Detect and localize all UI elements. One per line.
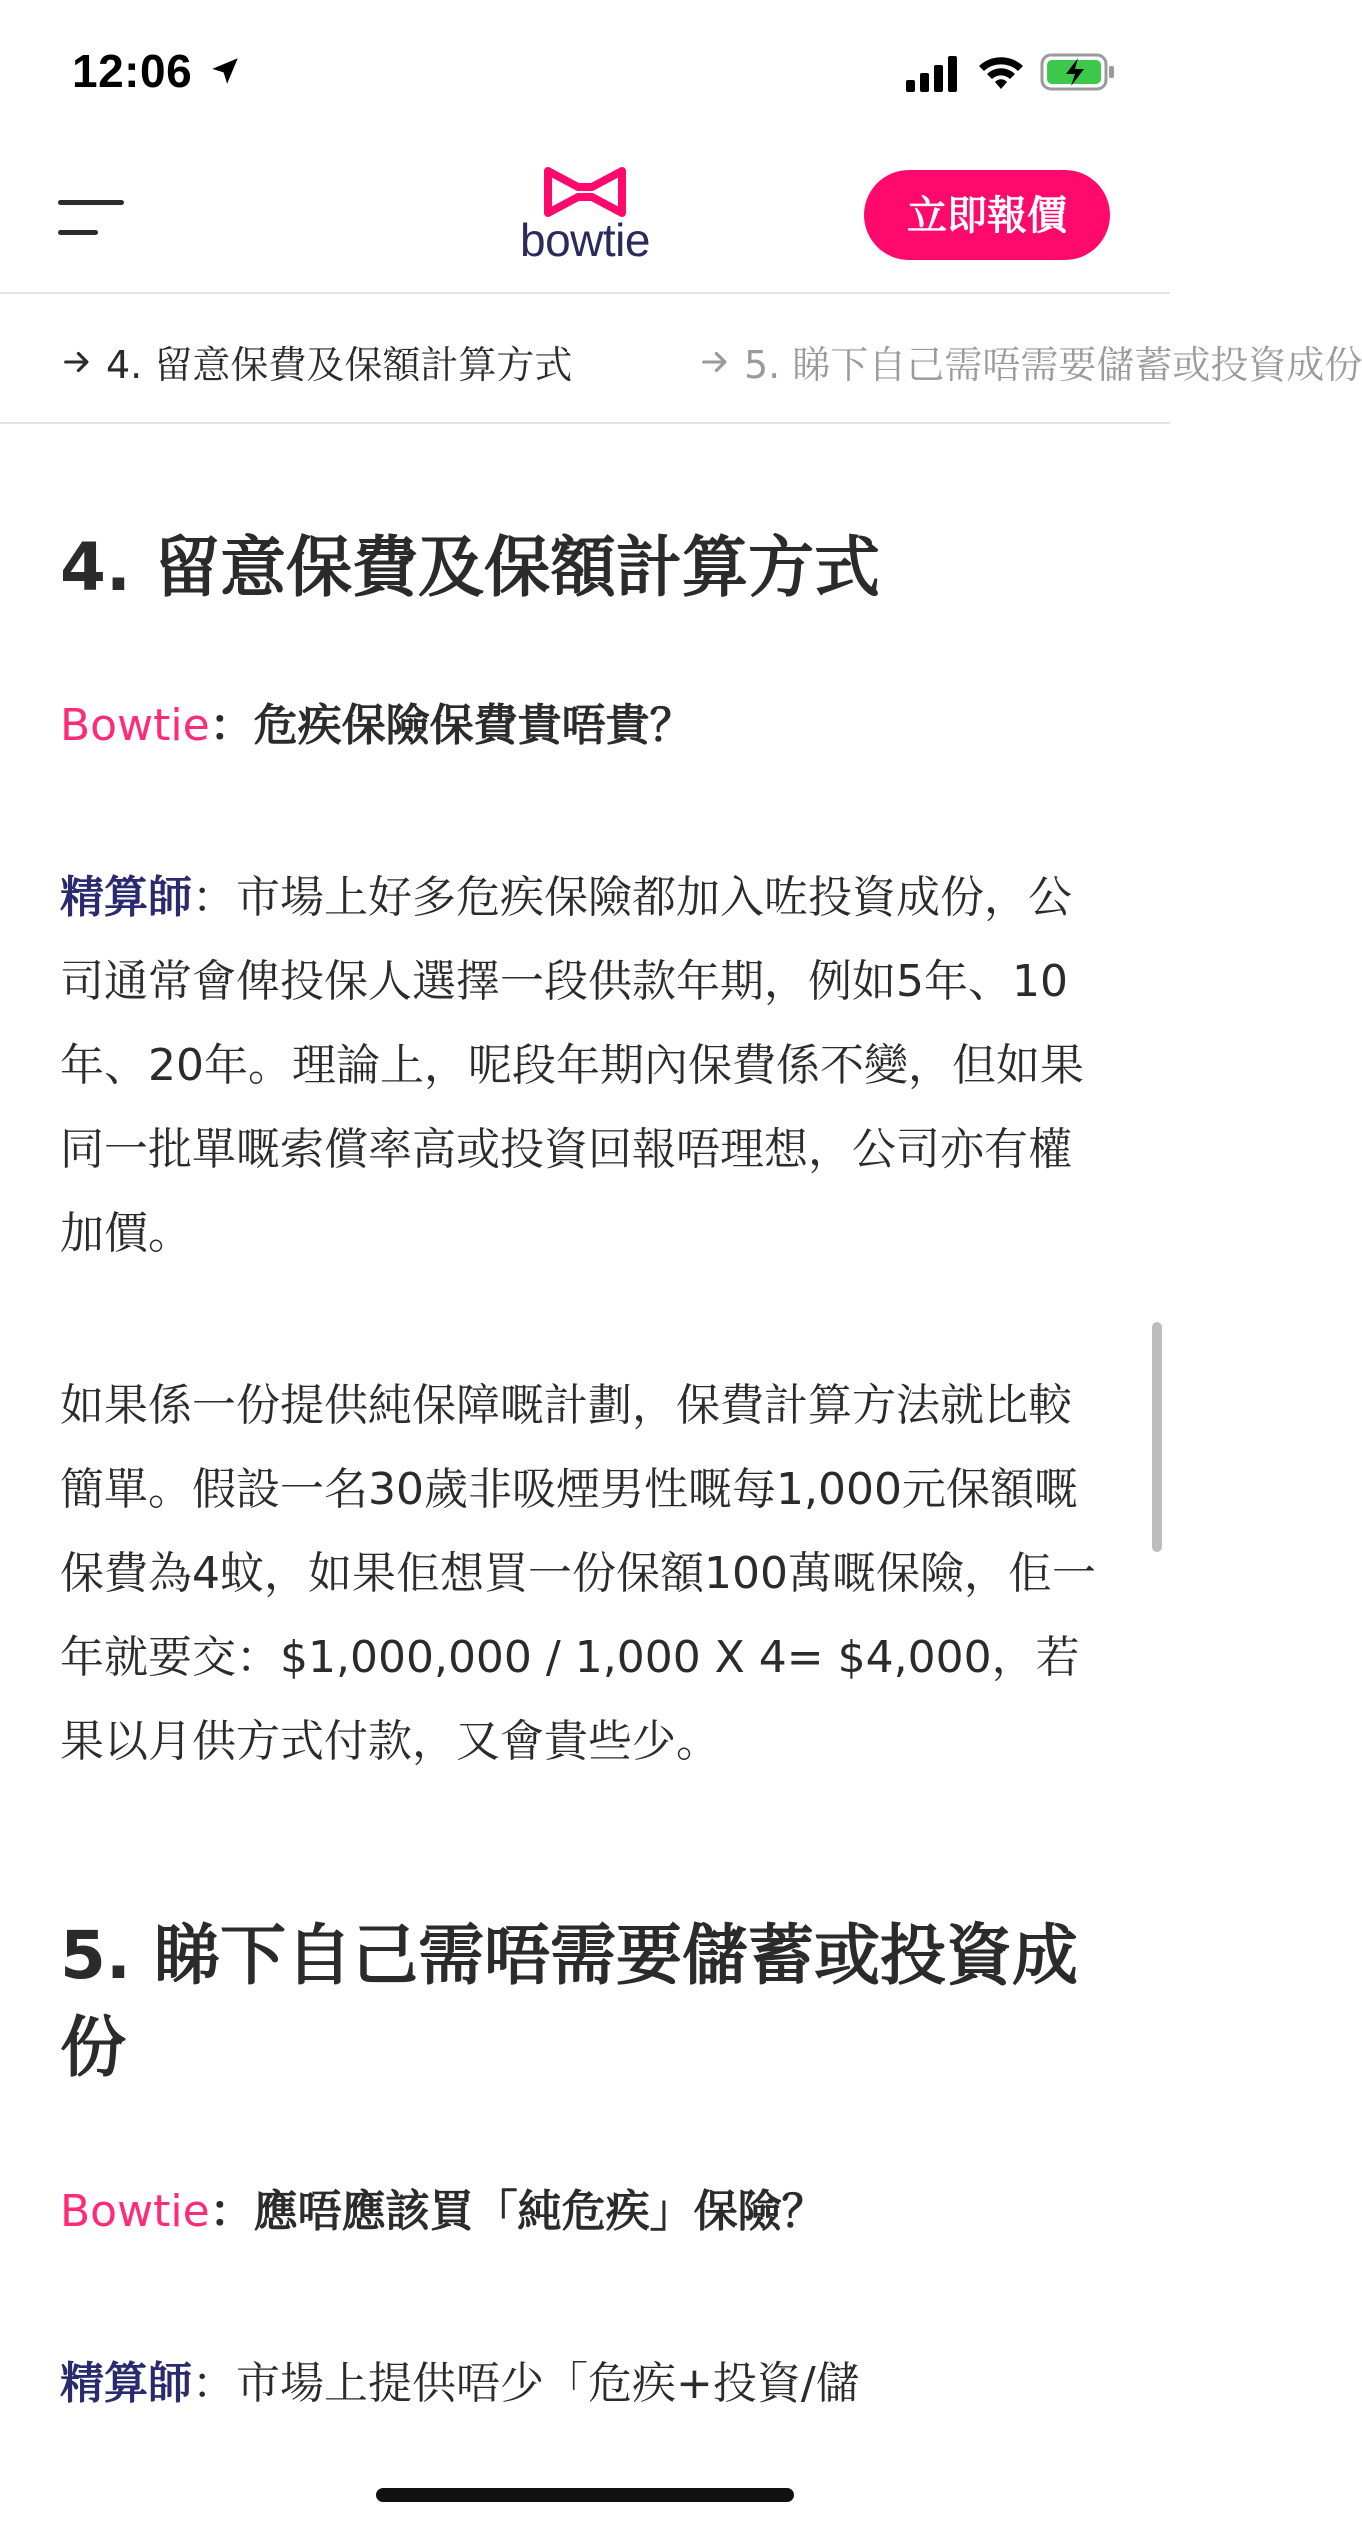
section-4-question <box>60 684 1110 768</box>
bowtie-logo-icon <box>540 165 630 219</box>
logo-text: bowtie <box>520 214 650 266</box>
cellular-signal-icon <box>906 56 960 92</box>
wifi-icon <box>976 52 1026 92</box>
question-text: ：應唔應該買「純危疾」保險？ <box>209 2186 826 2237</box>
section-5-heading: 5. 睇下自己需唔需要儲蓄或投資成份 <box>60 1917 1078 2086</box>
bowtie-logo[interactable] <box>510 165 660 285</box>
speaker-bowtie: Bowtie <box>60 2186 210 2237</box>
section-nav-label: 4. 留意保費及保額計算方式 <box>106 343 573 387</box>
scrollbar[interactable] <box>1152 1322 1162 1552</box>
section-nav-label: 5. 睇下自己需唔需要儲蓄或投資成份 <box>744 343 1362 387</box>
section-4-heading: 4. 留意保費及保額計算方式 <box>60 529 880 606</box>
section-4-paragraph-2: 如果係一份提供純保障嘅計劃，保費計算方法就比較簡單。假設一名30歲非吸煙男性嘅每1,000元保額嘅保費為4蚊，如果佢想買一份保額100萬嘅保險，佢一年就要交：$1,000,000 / 1,000 X 4= $4,000，若果以月供方式付款，又會貴些少。 <box>60 1380 1096 1767</box>
section-5-answer <box>60 2342 1110 2426</box>
location-arrow-icon <box>208 54 242 88</box>
answer-text: ：市場上好多危疾保險都加入咗投資成份，公司通常會俾投保人選擇一段供款年期，例如5年、10年、20年。理論上，呢段年期內保費係不變，但如果同一批單嘅索償率高或投資回報唔理想，公司亦有權加價。 <box>60 872 1084 1259</box>
section-5-question <box>60 2170 1110 2254</box>
article-body <box>60 422 1110 2426</box>
speaker-actuary: 精算師 <box>60 872 192 923</box>
app-header <box>0 150 1170 294</box>
speaker-actuary: 精算師 <box>60 2358 192 2409</box>
section-nav-item-5[interactable] <box>698 334 1362 389</box>
hamburger-menu-icon[interactable] <box>58 198 128 238</box>
arrow-right-icon <box>60 345 94 379</box>
speaker-bowtie: Bowtie <box>60 700 210 751</box>
status-bar <box>0 0 1170 150</box>
get-quote-button[interactable]: 立即報價 <box>864 170 1110 260</box>
question-text: ：危疾保險保費貴唔貴？ <box>209 700 694 751</box>
arrow-right-icon <box>698 345 732 379</box>
status-time: 12:06 <box>72 45 193 97</box>
section-4-answer <box>60 856 1110 1276</box>
battery-charging-icon <box>1040 52 1116 92</box>
section-nav-item-4[interactable] <box>60 334 572 389</box>
home-indicator[interactable] <box>376 2488 794 2502</box>
answer-text: ：市場上提供唔少「危疾+投資/儲 <box>192 2358 860 2409</box>
section-nav <box>0 294 1362 424</box>
